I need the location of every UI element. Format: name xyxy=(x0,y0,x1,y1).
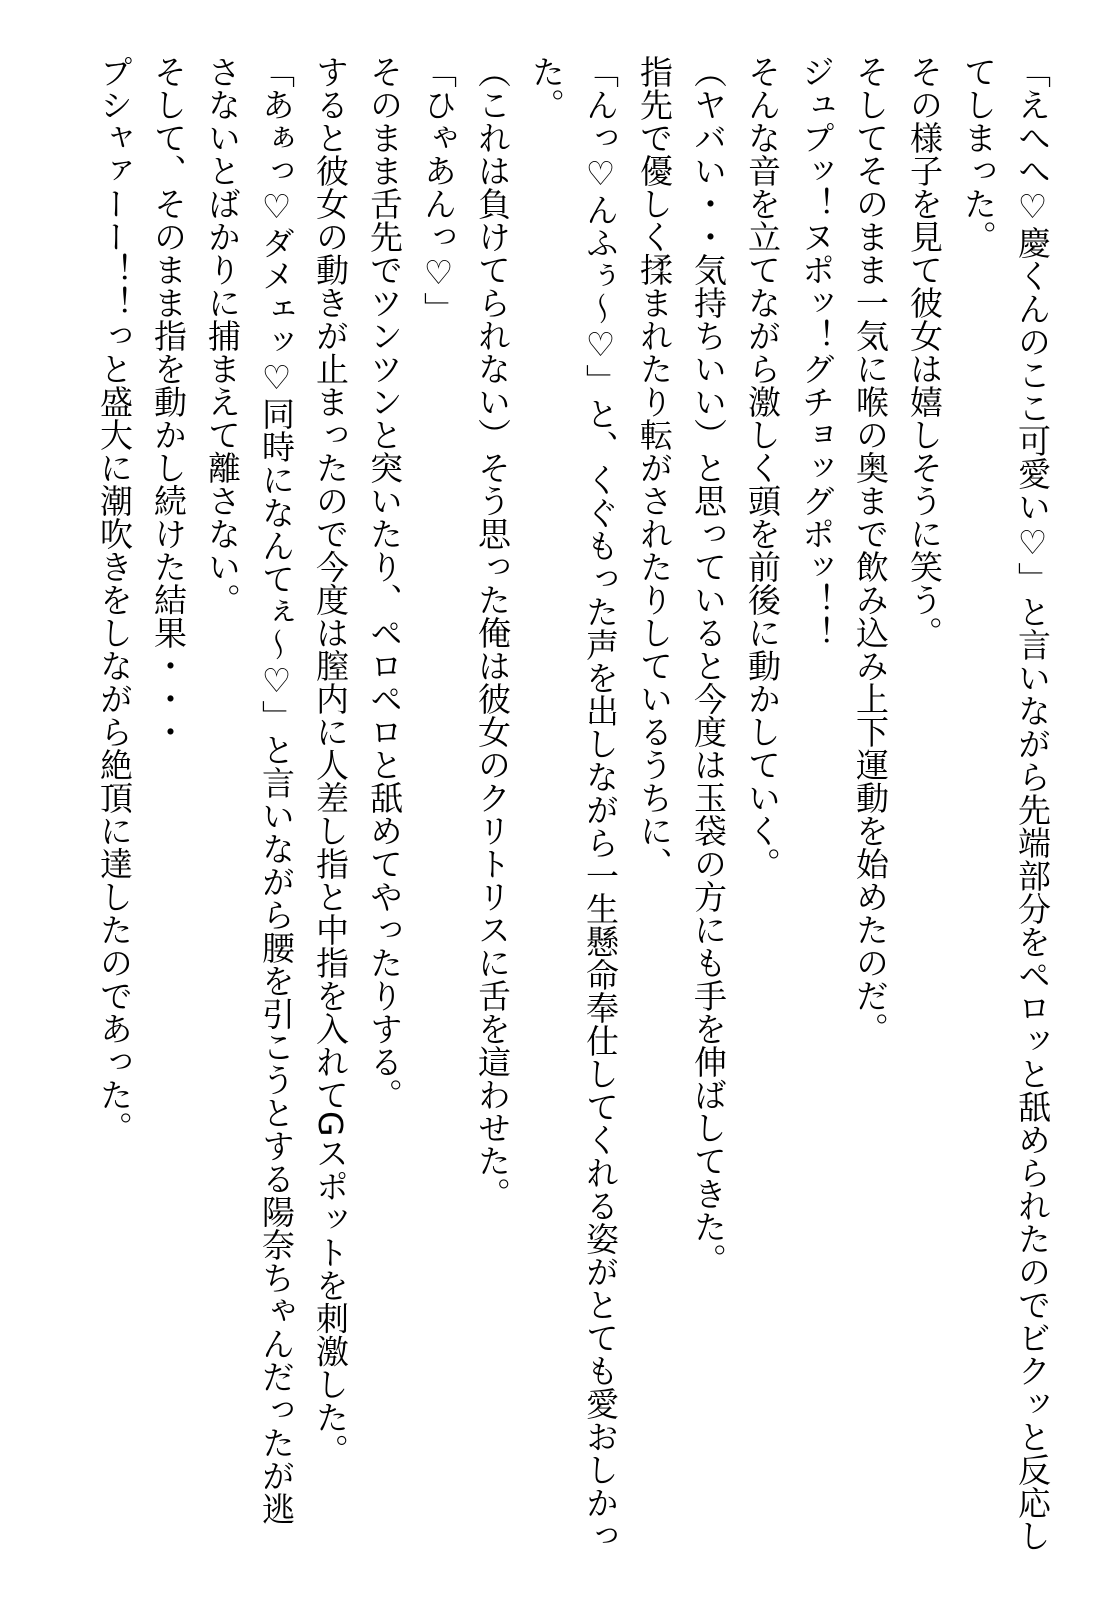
text-line-2: その様子を見て彼女は嬉しそうに笑う。 xyxy=(905,55,944,649)
text-line-8: 「んっ♡んふぅ～♡」と、くぐもった声を出しながら一生懸命奉仕してくれる姿がとても愛おしかった。 xyxy=(527,55,620,1552)
text-line-4: ジュプッ！ヌポッ！グチョッグポッ！！ xyxy=(797,55,836,649)
text-line-9: （これは負けてられない）そう思った俺は彼女のクリトリスに舌を這わせた。 xyxy=(473,55,512,1210)
text-line-12: すると彼女の動きが止まったので今度は膣内に人差し指と中指を入れてGスポットを刺激した。 xyxy=(311,55,350,1467)
text-line-10: 「ひゃあんっ♡」 xyxy=(419,55,458,325)
vertical-text-block xyxy=(87,55,1059,1555)
text-line-5: そんな音を立てながら激しく頭を前後に動かしていく。 xyxy=(743,55,782,880)
text-line-3: そしてそのまま一気に喉の奥まで飲み込み上下運動を始めたのだ。 xyxy=(851,55,890,1045)
text-line-6: （ヤバい・・気持ちいい）と思っていると今度は玉袋の方にも手を伸ばしてきた。 xyxy=(689,55,728,1276)
text-line-7: 指先で優しく揉まれたり転がされたりしているうちに、 xyxy=(635,55,674,880)
text-line-13: 「あぁっ♡ダメェッ♡同時になんてぇ～♡」と言いながら腰を引こうとする陽奈ちゃんだったが逃さないとばかりに捕まえて離さない。 xyxy=(203,55,296,1525)
text-line-11: そのまま舌先でツンツンと突いたり、ペロペロと舐めてやったりする。 xyxy=(365,55,404,1111)
text-line-1: 「えへへ♡慶くんのここ可愛い♡」と言いながら先端部分をペロッと舐められたのでビクッと反応してしまった。 xyxy=(959,55,1052,1552)
text-line-15: プシャァーー！！っと盛大に潮吹きをしながら絶頂に達したのであった。 xyxy=(95,55,134,1144)
text-line-14: そして、そのまま指を動かし続けた結果・・・ xyxy=(149,55,188,748)
